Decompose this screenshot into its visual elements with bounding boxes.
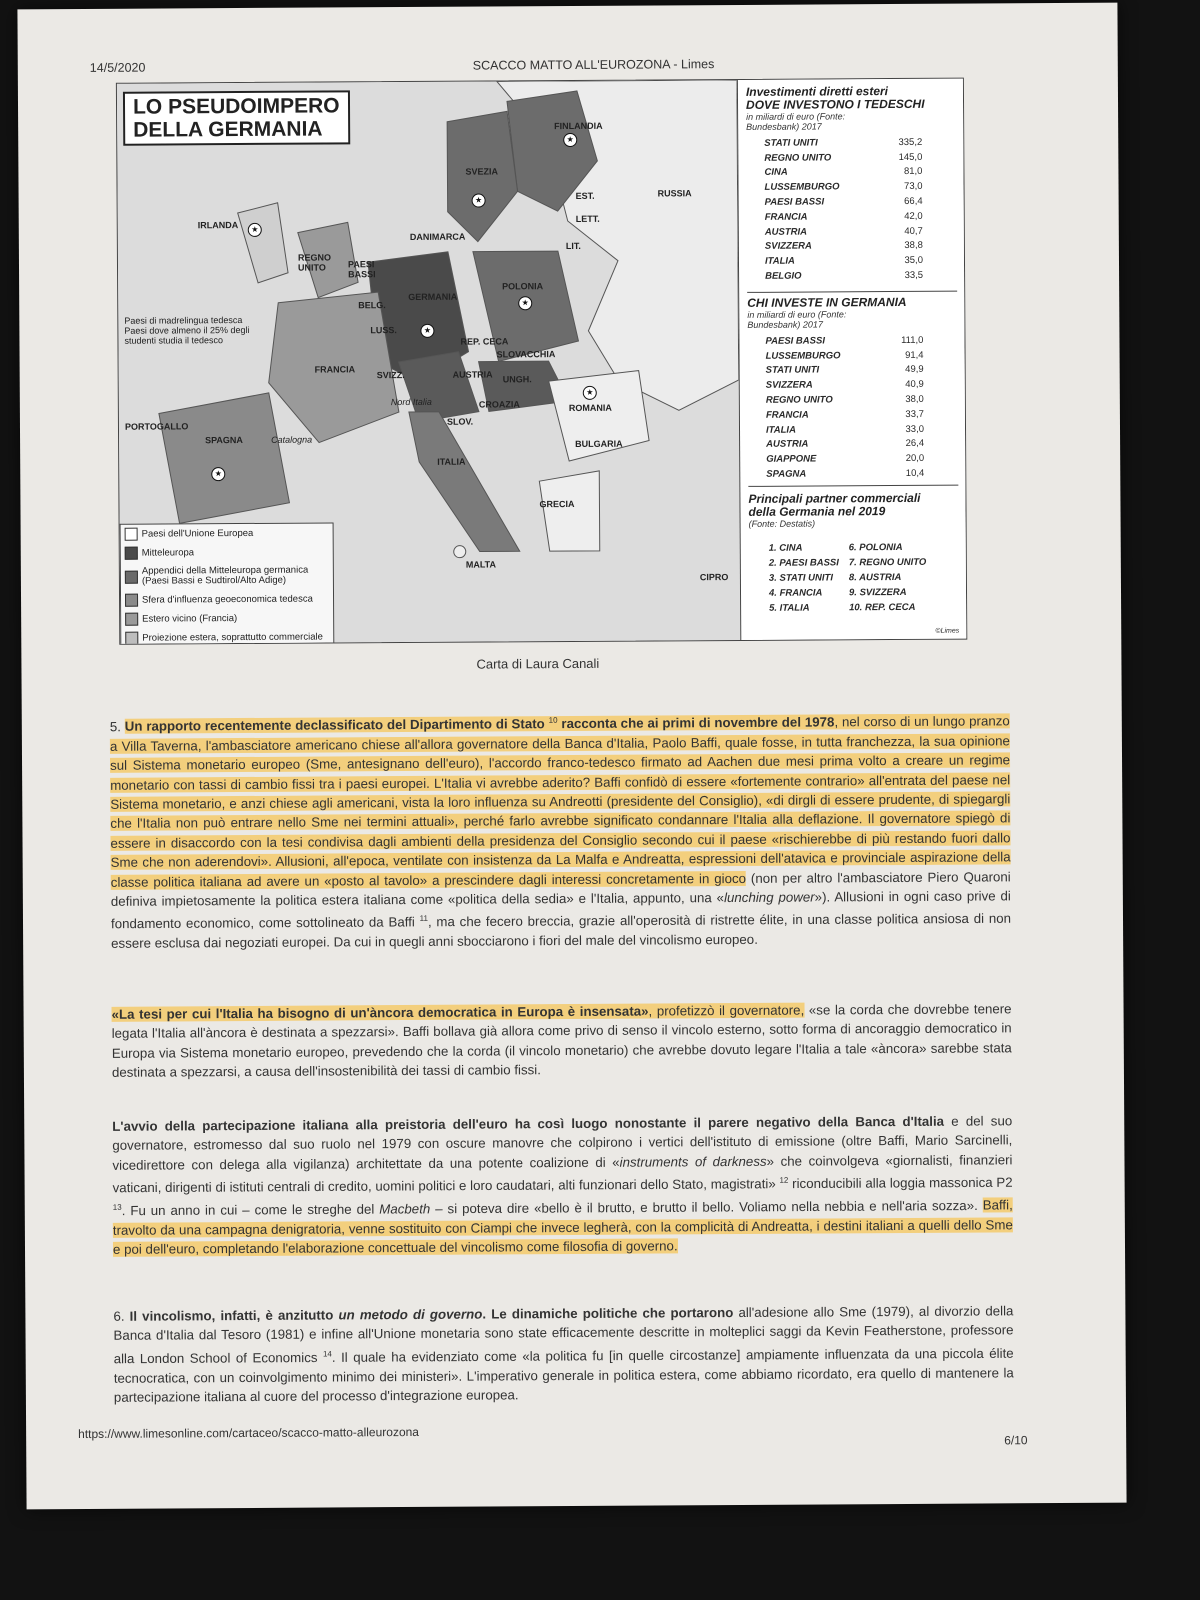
- map-label: FINLANDIA: [554, 120, 603, 132]
- map-label: SPAGNA: [205, 435, 243, 446]
- map-label: ITALIA: [437, 456, 466, 467]
- investment-row: [747, 268, 957, 284]
- country-name: PAESI BASSI: [765, 335, 825, 347]
- map-credit: Carta di Laura Canali: [476, 655, 600, 672]
- eu-star-icon: ★: [563, 133, 577, 147]
- investment-out-section: Investimenti diretti esteri DOVE INVESTONO I TEDESCHI in miliardi di euro (Fonte: Bundesbank) 2017 STATI UNITI 335,2 REGNO UNITO 145,0 CINA 81,0 LUSSEMBURGO 73,0 PAESI BASSI 66,4 FRANCIA 42,0 AUSTRIA 40,7 SVIZZERA 38,8 ITALIA 35,0 BELGIO 33,5: [746, 85, 957, 284]
- legend-item: Sfera d'influenza geoeconomica tedesca: [121, 589, 333, 609]
- map-label: EST.: [575, 190, 595, 201]
- investment-value: 26,4: [905, 438, 925, 450]
- marker-legend: [124, 315, 264, 346]
- map-label: SVEZIA: [465, 166, 498, 177]
- investment-value: 10,4: [905, 467, 925, 480]
- investment-row: [748, 362, 958, 378]
- country-name: AUSTRIA: [764, 226, 808, 238]
- partner-item: 2. PAESI BASSI: [768, 557, 839, 569]
- map-label: Catalogna: [271, 434, 313, 445]
- map-legend: [120, 522, 335, 644]
- map-label: POLONIA: [502, 281, 544, 292]
- partner-item: 7. REGNO UNITO: [848, 556, 927, 569]
- eu-star-icon: ★: [518, 296, 532, 310]
- country-name: STATI UNITI: [764, 137, 818, 149]
- country-name: STATI UNITI: [765, 364, 820, 377]
- paragraph-6: 6. Il vincolismo, infatti, è anzitutto un metodo di governo. Le dinamiche politiche che portarono all'adesione allo Sme (1979), al divorzio della Banca d'Italia dal Tesoro (1981) e infine all'Unione monetaria sono state efficacemente descritte in molteplici saggi da Kevin Featherstone, professore alla London School of Economics $^{14}$. Il quale ha evidenziato come «la politica fu [in quelle circostanze] ampiamente influenzata da una piccola élite tecnocratica, con un coinvolgimento minimo dei ministeri». L'imperativo generale in politica estera, come abbiamo ricordato, era quello di mantenere la partecipazione italiana al cuore del processo d'integrazione europea.: [113, 1303, 1014, 1405]
- country-name: REGNO UNITO: [764, 152, 832, 164]
- investment-row: [748, 421, 958, 437]
- legend-item: Proiezione estera, soprattutto commerciale: [121, 627, 333, 644]
- partner-item: 8. AUSTRIA: [848, 571, 902, 584]
- investment-row: [748, 407, 958, 423]
- investment-value: 49,9: [905, 364, 924, 376]
- copyright-label: ©Limes: [935, 627, 960, 635]
- country-name: LUSSEMBURGO: [765, 350, 841, 362]
- map-label: REGNO UNITO: [297, 252, 331, 273]
- investment-value: 335,2: [898, 136, 923, 148]
- marker-label: Paesi di madrelingua tedesca: [124, 315, 243, 326]
- legend-swatch: [125, 594, 138, 607]
- country-name: BELGIO: [765, 270, 802, 282]
- legend-item: Appendici della Mitteleuropa germanica (Paesi Bassi e Sudtirol/Alto Adige): [121, 561, 333, 590]
- print-date: 14/5/2020: [89, 60, 146, 75]
- investment-row: [747, 223, 957, 239]
- map-label: SLOVACCHIA: [496, 349, 556, 360]
- map-label: FRANCIA: [314, 364, 356, 375]
- legend-swatch: [125, 570, 138, 583]
- map-label: RUSSIA: [657, 188, 692, 199]
- partner-item: 1. CINA: [768, 542, 803, 554]
- map-title: LO PSEUDOIMPERO DELLA GERMANIA: [123, 90, 350, 145]
- investment-row: [746, 135, 956, 151]
- document-page: [17, 3, 1126, 1510]
- country-name: CINA: [764, 167, 788, 179]
- map-label: REP. CECA: [460, 336, 509, 347]
- map-label: LETT.: [575, 213, 600, 224]
- map-label: LIT.: [565, 240, 581, 252]
- country-name: SVIZZERA: [765, 379, 813, 392]
- partner-item: 5. ITALIA: [769, 602, 810, 614]
- legend-swatch: [125, 632, 138, 645]
- country-name: PAESI BASSI: [764, 196, 825, 208]
- investment-value: 40,7: [904, 225, 923, 237]
- map-label: PORTOGALLO: [124, 421, 189, 432]
- country-name: ITALIA: [764, 255, 795, 268]
- investment-row: [748, 377, 958, 393]
- partners-section: Principali partner commerciali della Germania nel 2019 (Fonte: Destatis) 1. CINA 6. POLONIA 2. PAESI BASSI 7. REGNO UNITO 3. STATI UNITI 8. AUSTRIA 4. FRANCIA 9. SVIZZERA 5. ITALIA 10. REP. CECA: [748, 485, 959, 614]
- legend-swatch: [125, 547, 138, 560]
- investment-row: [748, 451, 958, 467]
- investment-value: 33,5: [904, 269, 924, 282]
- country-name: FRANCIA: [764, 211, 808, 223]
- statistics-panel: [737, 79, 967, 640]
- country-name: AUSTRIA: [766, 439, 809, 451]
- country-name: LUSSEMBURGO: [764, 181, 840, 194]
- eu-star-icon: ★: [248, 223, 262, 237]
- legend-swatch: [125, 613, 138, 626]
- map-label: CROAZIA: [478, 399, 520, 410]
- legend-item: Mitteleuropa: [121, 542, 333, 562]
- eu-star-icon: ★: [420, 324, 434, 338]
- investment-value: 33,7: [905, 408, 924, 420]
- investment-value: 111,0: [901, 334, 924, 346]
- marker-label: Paesi dove almeno il 25% degli studenti studia il tedesco: [124, 324, 250, 346]
- investment-value: 91,4: [905, 349, 924, 361]
- partners-list: [749, 542, 959, 614]
- print-title: SCACCO MATTO ALL'EUROZONA - Limes: [472, 57, 715, 73]
- investment-value: 42,0: [904, 210, 923, 222]
- map-label: AUSTRIA: [452, 369, 493, 380]
- paragraph-5: 5. Un rapporto recentemente declassificato del Dipartimento di Stato $^{10}$ racconta che ai primi di novembre del 1978, nel corso di un lungo pranzo a Villa Taverna, l'ambasciatore americano chiese all'allora governatore della Banca d'Italia, Paolo Baffi, quale fosse, in tutta franchezza, la sua opinione sul Sistema monetario europeo (Sme, antesignano dell'euro), l'accordo franco-tedesco firmato ad Aachen due mesi prima volto a creare un regime monetario con tassi di cambio fissi tra i paesi europei. L'Italia vi avrebbe aderito? Baffi confidò di essere «fortemente contrario» all'entrata del paese nel Sistema monetario, e anzi chiese agli americani, vista la loro influenza su Andreotti (presidente del Consiglio), «di dirgli di essere prudente, di spiegargli che l'Italia non può entrare nello Sme nei termini attuali», perché farlo avrebbe significato condannare l'Italia alla deflazione. Il governatore spiegò di essere in disaccordo con la tesi condivisa dagli ambienti della presidenza del Consiglio secondo cui il paese «rischierebbe di più restando fuori dallo Sme che non aderendovi». Allusioni, all'epoca, ventilate con insistenza da La Malfa e Andreatta, espressioni dell'atavica e provinciale aspirazione della classe politica italiana ad avere un «posto al tavolo» a prescindere dagli interessi concretamente in gioco (non per altro l'ambasciatore Piero Quaroni definiva impietosamente la politica estera italiana come «politica della sedia» e l'Italia, appunto, una «lunching power»). Allusioni in ogni caso prive di fondamento economico, come sottolineato da Baffi $^{11}$, ma che fecero breccia, grazie all'operosità di ristrette élite, in una classe politica ansiosa di non essere esclusa dai negoziati europei. Da cui in quegli anni sbocciarono i fiori del male del vincolismo europeo.: [109, 713, 1012, 952]
- country-name: REGNO UNITO: [765, 394, 833, 406]
- country-name: SVIZZERA: [764, 240, 812, 253]
- investment-value: 35,0: [904, 255, 924, 267]
- partner-item: 4. FRANCIA: [768, 587, 823, 599]
- investment-row: [747, 209, 957, 225]
- partner-item: 6. POLONIA: [848, 541, 903, 554]
- map-label: BELG.: [358, 300, 386, 311]
- quote-paragraph: «La tesi per cui l'Italia ha bisogno di un'àncora democratica in Europa è insensata», profetizzò il governatore, «se la corda che dovrebbe tenere legata l'Italia all'àncora è destinata a spezzarsi». Baffi bollava già allora come privo di senso il vincolo esterno, sotto forma di ancoraggio democratico in Europa via Sistema monetario europeo, prevedendo che la corda (il vincolo monetario) che avrebbe dovuto legare l'Italia a tale «àncora» sarebbe stata destinata a spezzarsi, a causa dell'insostenibilità dei tassi di cambio fissi.: [111, 1001, 1012, 1081]
- investment-value: 66,4: [904, 195, 923, 208]
- map-label: MALTA: [465, 559, 497, 570]
- country-name: SPAGNA: [766, 468, 807, 480]
- map-label: SLOV.: [446, 416, 474, 427]
- investment-row: [746, 164, 956, 180]
- country-name: FRANCIA: [765, 409, 809, 421]
- map-label: Nord Italia: [390, 396, 432, 408]
- map-label: UNGH.: [502, 374, 532, 385]
- legend-item: Estero vicino (Francia): [121, 608, 333, 628]
- investment-row: [748, 392, 958, 408]
- map-label: GRECIA: [539, 498, 575, 510]
- investment-in-section: CHI INVESTE IN GERMANIA in miliardi di euro (Fonte: Bundesbank) 2017 PAESI BASSI 111,0 LUSSEMBURGO 91,4 STATI UNITI 49,9 SVIZZERA 40,9 REGNO UNITO 38,0 FRANCIA 33,7 ITALIA 33,0 AUSTRIA 26,4 GIAPPONE 20,0 SPAGNA 10,4: [747, 291, 958, 482]
- investment-value: 81,0: [903, 166, 923, 178]
- investment-in-table: [747, 333, 958, 482]
- map-label: IRLANDA: [197, 220, 239, 231]
- partner-item: 10. REP. CECA: [849, 601, 916, 614]
- eu-star-icon: ★: [211, 467, 225, 481]
- investment-value: 20,0: [905, 453, 925, 465]
- eu-star-icon: ★: [472, 194, 486, 208]
- map-label: DANIMARCA: [409, 231, 466, 242]
- partner-item: 9. SVIZZERA: [848, 586, 907, 599]
- map-label: LUSS.: [370, 325, 397, 336]
- eu-star-icon: ★: [583, 386, 597, 400]
- investment-row: [746, 179, 956, 195]
- investment-row: [747, 194, 957, 210]
- investment-value: 38,0: [905, 393, 924, 406]
- paragraph-avvio: L'avvio della partecipazione italiana alla preistoria dell'euro ha così luogo nonostante il parere negativo della Banca d'Italia e del suo governatore, estromesso dal suo ruolo nel 1979 con oscure manovre che colpirono i vertici dell'istituto di emissione (oltre Baffi, Mario Sarcinelli, vicedirettore con delega alla vigilanza) architettate da una potente coalizione di «instruments of darkness» che coinvolgeva «giornalisti, finanzieri vaticani, dirigenti di istituti centrali di credito, uomini politici e loro caudatari, alti funzionari dello Stato, magistrati» $^{12}$ riconducibili alla loggia massonica P2 $^{13}$. Fu un anno in cui – come le streghe del Macbeth – si poteva dire «bello è il brutto, e brutto il bello. Voliamo nella nebbia e nell'aria sozza». Baffi, travolto da una campagna denigratoria, venne sostituito con Ciampi che invece legherà, con la complicità di Andreatta, i destini italiani a quelli dello Sme e poi dell'euro, completando l'elaborazione concettuale del vincolismo come filosofia di governo.: [112, 1113, 1013, 1258]
- legend-swatch: [125, 528, 138, 541]
- map-label: BULGARIA: [575, 438, 623, 449]
- footer-url[interactable]: https://www.limesonline.com/cartaceo/scacco-matto-alleurozona: [78, 1424, 419, 1442]
- investment-value: 40,9: [905, 379, 924, 391]
- partner-item: 3. STATI UNITI: [768, 572, 833, 584]
- investment-value: 38,8: [904, 240, 923, 252]
- investment-row: [746, 149, 956, 165]
- country-name: GIAPPONE: [766, 453, 817, 466]
- map-label: CIPRO: [699, 572, 729, 583]
- investment-row: [748, 436, 958, 452]
- investment-row: [747, 238, 957, 254]
- legend-item: Paesi dell'Unione Europea: [121, 523, 333, 543]
- map-label: PAESI BASSI: [347, 259, 376, 280]
- investment-row: [748, 347, 958, 363]
- map-label: SVIZZ.: [376, 370, 405, 381]
- map-label: ROMANIA: [568, 402, 612, 414]
- investment-out-table: [746, 135, 957, 284]
- investment-row: [748, 466, 958, 482]
- map-label: GERMANIA: [408, 291, 458, 302]
- investment-row: [747, 253, 957, 269]
- investment-value: 145,0: [898, 151, 923, 163]
- investment-value: 33,0: [905, 423, 925, 435]
- investment-row: [747, 333, 957, 349]
- page-number: 6/10: [1004, 1433, 1028, 1448]
- country-name: ITALIA: [765, 424, 796, 436]
- investment-value: 73,0: [903, 181, 923, 193]
- map-figure: [116, 78, 967, 645]
